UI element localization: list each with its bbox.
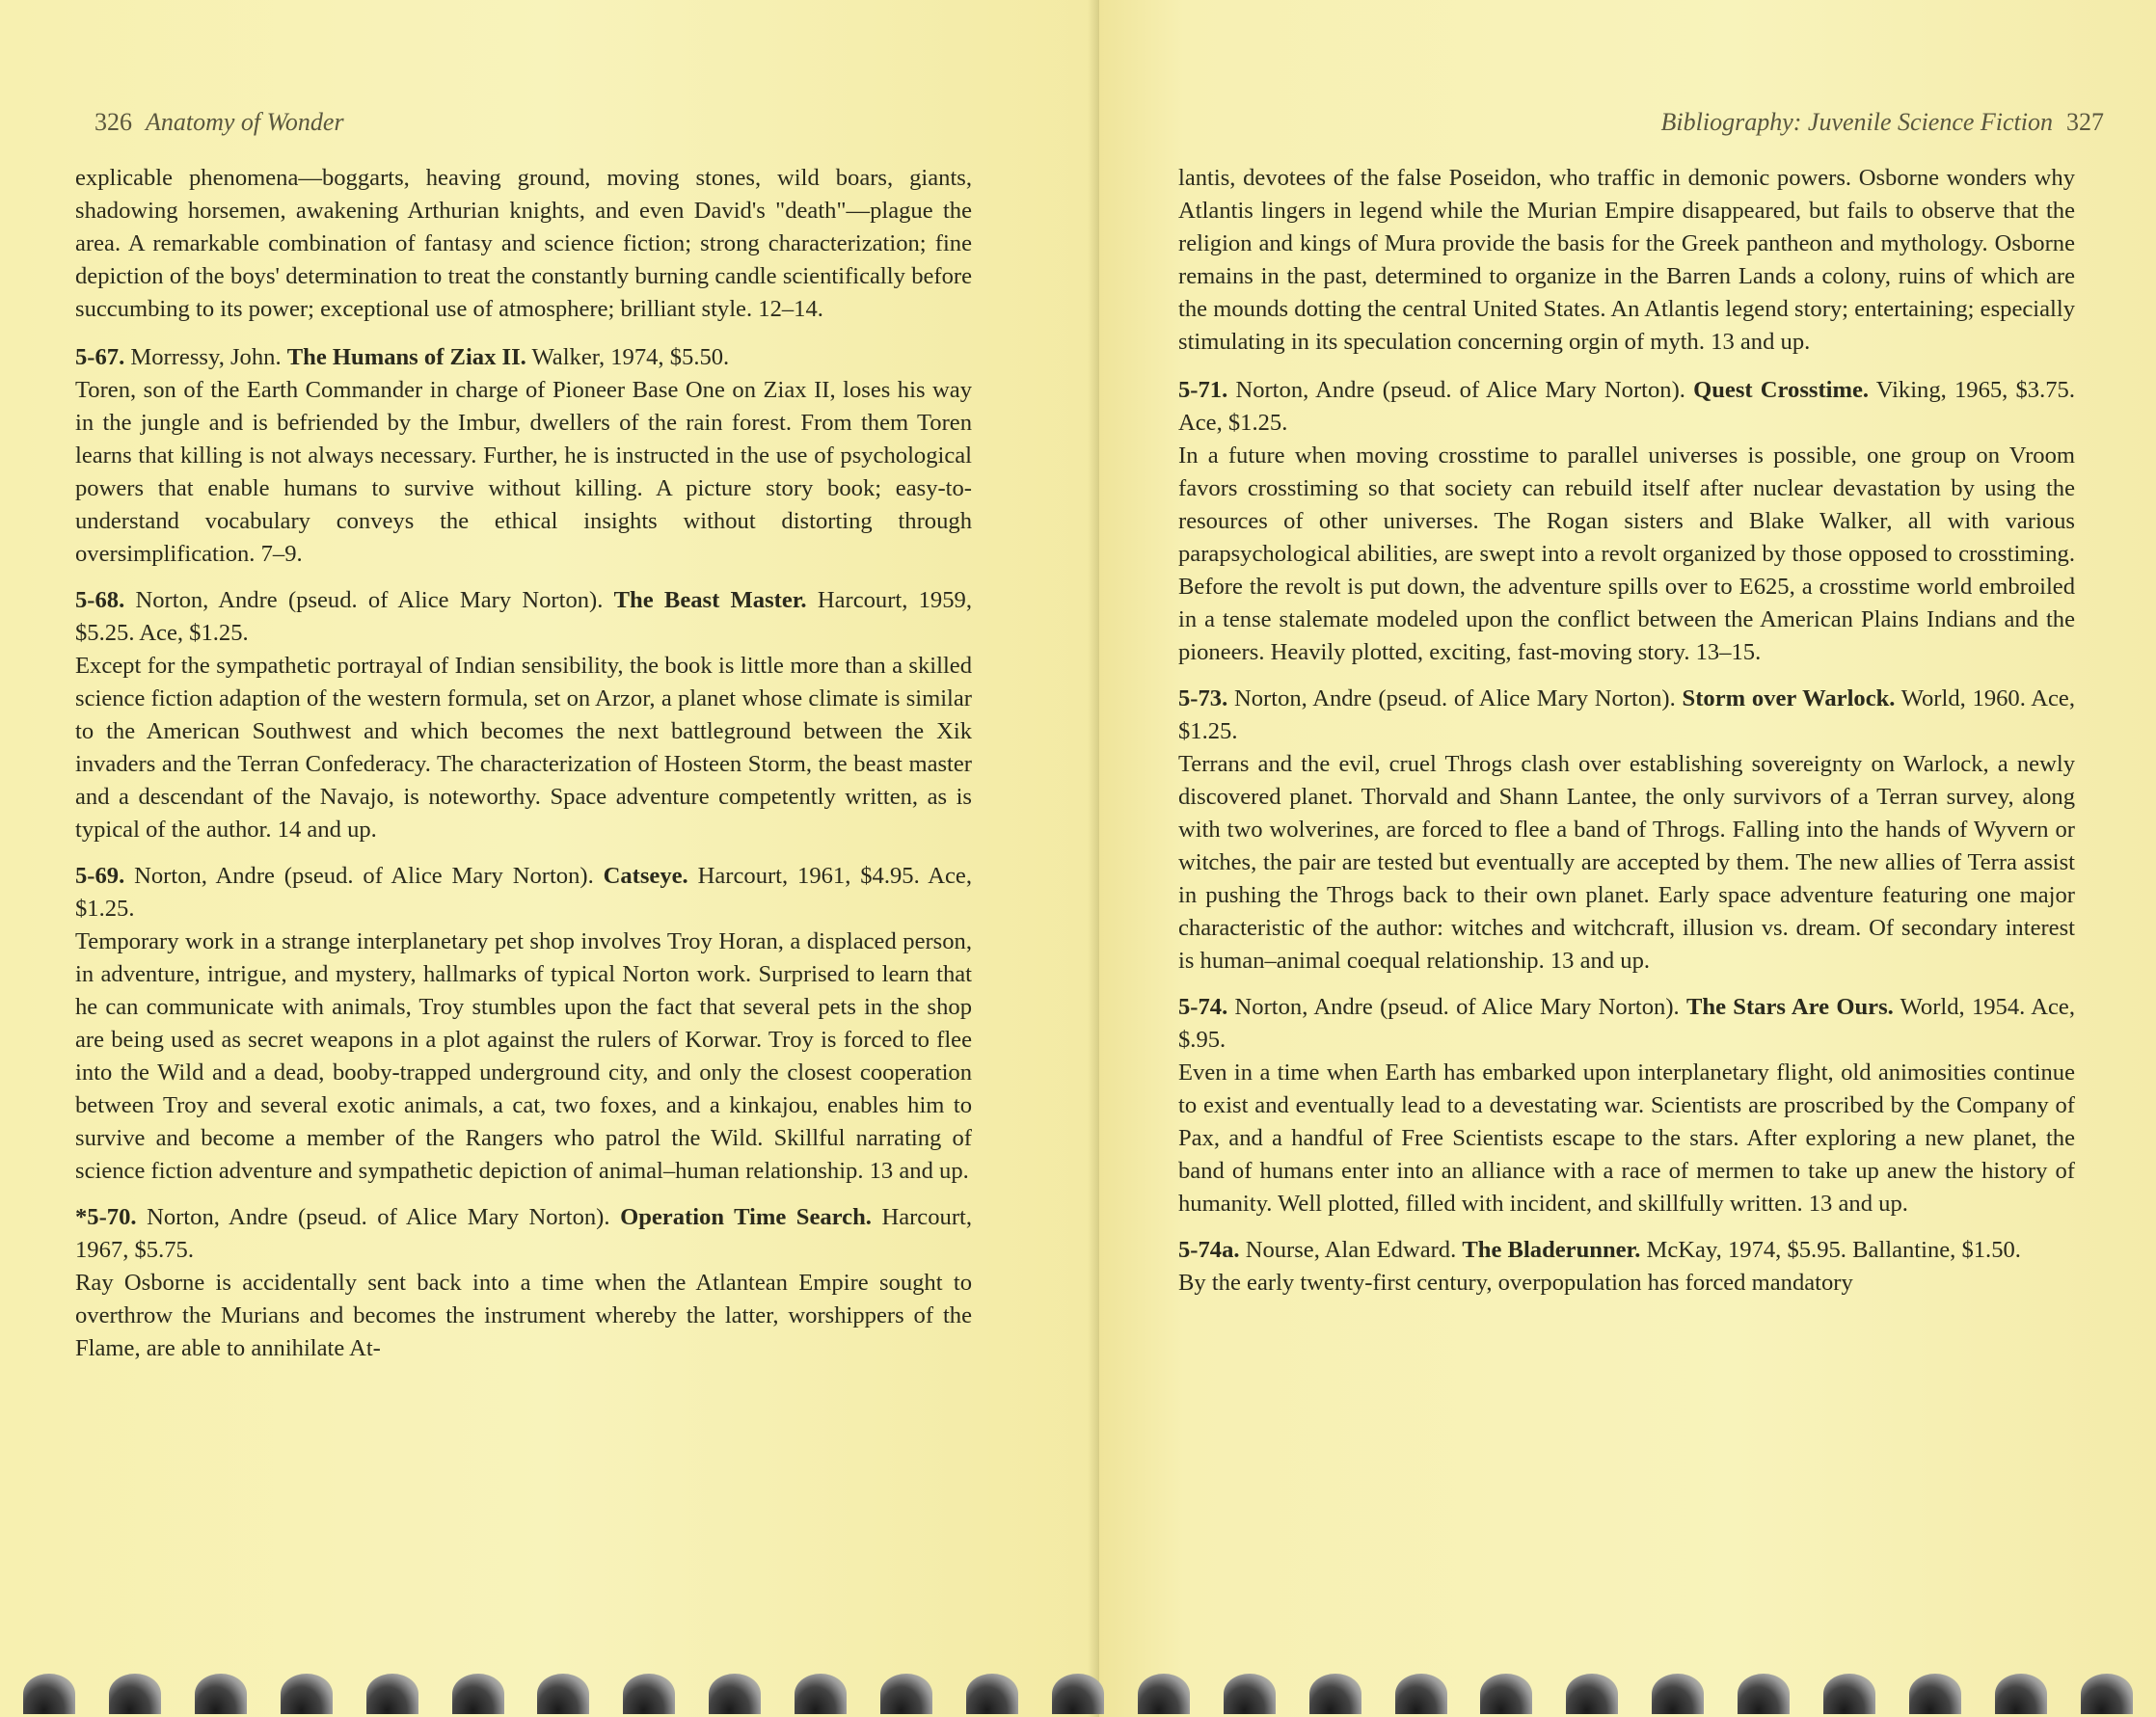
- right-text-column: [1178, 162, 2075, 1313]
- entry-publication: Harcourt, 1959, $5.25. Ace, $1.25.: [75, 587, 972, 646]
- entry-author: Norton, Andre (pseud. of Alice Mary Norton).: [135, 587, 604, 613]
- bibliography-entry: [1178, 991, 2075, 1221]
- entry-title: The Stars Are Ours.: [1686, 994, 1894, 1020]
- entry-annotation: Except for the sympathetic portrayal of Indian sensibility, the book is little more than a skilled science fiction adaption of the western formula, set on Arzor, a planet whose climate is similar to the American Southwest and which becomes the next battleground between the Xik invaders and the Terran Confederacy. The characterization of Hosteen Storm, the beast master and a descendant of the Navajo, is noteworthy. Space adventure competently written, as is typical of the author. 14 and up.: [75, 653, 972, 843]
- left-running-title: Anatomy of Wonder: [146, 108, 344, 136]
- entry-title: Quest Crosstime.: [1693, 377, 1870, 403]
- spiral-ring: [109, 1674, 161, 1714]
- entry-author: Nourse, Alan Edward.: [1245, 1237, 1457, 1263]
- entry-publication: Harcourt, 1967, $5.75.: [75, 1204, 972, 1263]
- entry-title: The Humans of Ziax II.: [286, 344, 526, 370]
- left-continuation-paragraph: explicable phenomena—boggarts, heaving ground, moving stones, wild boars, giants, shadowing horsemen, awakening Arthurian knights, and even David's "death"—plague the area. A remarkable combination of fantasy and science fiction; strong characterization; fine depiction of the boys' determination to treat the constantly burning candle scientifically before succumbing to its power; exceptional use of atmosphere; brilliant style. 12–14.: [75, 165, 972, 322]
- left-text-column: [75, 162, 972, 1379]
- entry-author: Norton, Andre (pseud. of Alice Mary Norton).: [1235, 377, 1685, 403]
- entry-publication: Walker, 1974, $5.50.: [531, 344, 730, 370]
- spiral-ring: [623, 1674, 675, 1714]
- spiral-ring: [880, 1674, 932, 1714]
- spiral-ring: [1995, 1674, 2047, 1714]
- bibliography-entry: [75, 860, 972, 1188]
- spiral-ring: [795, 1674, 847, 1714]
- left-entries-list: [75, 341, 972, 1365]
- right-running-head: [1661, 108, 2117, 137]
- entry-author: Norton, Andre (pseud. of Alice Mary Norton).: [134, 863, 594, 889]
- bibliography-entry: [75, 1201, 972, 1365]
- entry-annotation: Terrans and the evil, cruel Throgs clash over establishing sovereignty on Warlock, a newly discovered planet. Thorvald and Shann Lantee, the only survivors of a Terran survey, along with two wolverines, are forced to flee a band of Throgs. Falling into the hands of Wyvern or witches, the pair are tested but eventually are accepted by them. The new allies of Terra assist in pushing the Throgs back to their own planet. Early space adventure featuring one major characteristic of the author: witches and witchcraft, illusion vs. dream. Of secondary interest is human–animal coequal relationship. 13 and up.: [1178, 751, 2075, 974]
- entry-number: 5-74a.: [1178, 1237, 1240, 1263]
- entry-number: 5-74.: [1178, 994, 1228, 1020]
- bibliography-entry: [1178, 374, 2075, 669]
- bibliography-entry: [75, 584, 972, 846]
- right-page: [1099, 0, 2156, 1717]
- spiral-ring: [195, 1674, 247, 1714]
- right-entries-list: [1178, 374, 2075, 1300]
- spiral-ring: [1309, 1674, 1361, 1714]
- entry-annotation: Temporary work in a strange interplanetary pet shop involves Troy Horan, a displaced person, in adventure, intrigue, and mystery, hallmarks of typical Norton work. Surprised to learn that he can communicate with animals, Troy stumbles upon the fact that several pets in the shop are being used as secret weapons in a plot against the rulers of Korwar. Troy is forced to flee into the Wild and a dead, booby-trapped underground city, and only the closest cooperation between Troy and several exotic animals, a cat, two foxes, and a kinkajou, enables him to survive and become a member of the Rangers who patrol the Wild. Skillful narrating of science fiction adventure and sympathetic depiction of animal–human relationship. 13 and up.: [75, 928, 972, 1184]
- entry-number: 5-73.: [1178, 685, 1228, 711]
- entry-number: 5-71.: [1178, 377, 1228, 403]
- entry-number: 5-67.: [75, 344, 125, 370]
- entry-annotation: Toren, son of the Earth Commander in charge of Pioneer Base One on Ziax II, loses his way in the jungle and is befriended by the Imbur, dwellers of the rain forest. From them Toren learns that killing is not always necessary. Further, he is instructed in the use of psychological powers that enable humans to survive without killing. A picture story book; easy-to-understand vocabulary conveys the ethical insights without distorting through oversimplification. 7–9.: [75, 377, 972, 567]
- spiral-ring: [281, 1674, 333, 1714]
- spiral-ring: [537, 1674, 589, 1714]
- spiral-ring: [2081, 1674, 2133, 1714]
- bibliography-entry: [75, 341, 972, 571]
- spiral-ring: [966, 1674, 1018, 1714]
- entry-title: The Bladerunner.: [1462, 1237, 1641, 1263]
- right-continuation-paragraph: lantis, devotees of the false Poseidon, who traffic in demonic powers. Osborne wonders why Atlantis lingers in legend while the Murian Empire disappeared, but fails to observe that the religion and kings of Mura provide the basis for the Greek pantheon and mythology. Osborne remains in the past, determined to organize in the Barren Lands a colony, ruins of which are the mounds dotting the central United States. An Atlantis legend story; entertaining; especially stimulating in its speculation concerning orgin of myth. 13 and up.: [1178, 165, 2075, 355]
- entry-annotation: In a future when moving crosstime to parallel universes is possible, one group on Vroom favors crosstiming so that society can rebuild itself after nuclear devastation by using the resources of other universes. The Rogan sisters and Blake Walker, all with various parapsychological abilities, are swept into a revolt organized by those opposed to crosstiming. Before the revolt is put down, the adventure spills over to E625, a crosstime world embroiled in a tense stalemate modeled upon the conflict between the American Plains Indians and the pioneers. Heavily plotted, exciting, fast-moving story. 13–15.: [1178, 443, 2075, 665]
- entry-number: 5-69.: [75, 863, 125, 889]
- entry-publication: World, 1960. Ace, $1.25.: [1178, 685, 2075, 744]
- entry-title: Operation Time Search.: [620, 1204, 872, 1230]
- spiral-ring: [452, 1674, 504, 1714]
- spiral-ring: [1480, 1674, 1532, 1714]
- spiral-binding: [0, 1674, 2156, 1717]
- spiral-ring: [23, 1674, 75, 1714]
- entry-author: Norton, Andre (pseud. of Alice Mary Norton).: [147, 1204, 610, 1230]
- bibliography-entry: [1178, 1234, 2075, 1300]
- spiral-ring: [1738, 1674, 1790, 1714]
- entry-annotation: Ray Osborne is accidentally sent back into a time when the Atlantean Empire sought to overthrow the Murians and becomes the instrument whereby the latter, worshippers of the Flame, are able to annihilate At-: [75, 1270, 972, 1361]
- entry-number: 5-68.: [75, 587, 125, 613]
- spiral-ring: [1909, 1674, 1961, 1714]
- entry-title: Catseye.: [603, 863, 688, 889]
- spiral-ring: [366, 1674, 418, 1714]
- spiral-ring: [1138, 1674, 1190, 1714]
- spiral-ring: [1823, 1674, 1875, 1714]
- right-running-title: Bibliography: Juvenile Science Fiction: [1660, 108, 2053, 136]
- entry-annotation: By the early twenty-first century, overpopulation has forced mandatory: [1178, 1270, 1853, 1296]
- entry-publication: McKay, 1974, $5.95. Ballantine, $1.50.: [1646, 1237, 2021, 1263]
- spiral-ring: [1652, 1674, 1704, 1714]
- spiral-ring: [1224, 1674, 1276, 1714]
- bibliography-entry: [1178, 683, 2075, 978]
- entry-title: The Beast Master.: [613, 587, 807, 613]
- entry-publication: Viking, 1965, $3.75. Ace, $1.25.: [1178, 377, 2075, 436]
- entry-author: Morressy, John.: [130, 344, 282, 370]
- entry-title: Storm over Warlock.: [1682, 685, 1896, 711]
- spiral-ring: [709, 1674, 761, 1714]
- spiral-ring: [1566, 1674, 1618, 1714]
- entry-author: Norton, Andre (pseud. of Alice Mary Norton).: [1233, 685, 1676, 711]
- entry-publication: World, 1954. Ace, $.95.: [1178, 994, 2075, 1053]
- entry-author: Norton, Andre (pseud. of Alice Mary Norton).: [1234, 994, 1680, 1020]
- left-running-head: [81, 108, 344, 137]
- right-page-number: 327: [2066, 108, 2104, 136]
- spiral-ring: [1395, 1674, 1447, 1714]
- entry-annotation: Even in a time when Earth has embarked upon interplanetary flight, old animosities continue to exist and eventually lead to a devestating war. Scientists are proscribed by the Company of Pax, and a handful of Free Scientists escape to the stars. After exploring a new planet, the band of humans enter into an alliance with a race of mermen to take up anew the history of humanity. Well plotted, filled with incident, and skillfully written. 13 and up.: [1178, 1060, 2075, 1217]
- entry-publication: Harcourt, 1961, $4.95. Ace, $1.25.: [75, 863, 973, 922]
- spiral-ring: [1052, 1674, 1104, 1714]
- entry-number: *5-70.: [75, 1204, 137, 1230]
- left-page-number: 326: [94, 108, 132, 136]
